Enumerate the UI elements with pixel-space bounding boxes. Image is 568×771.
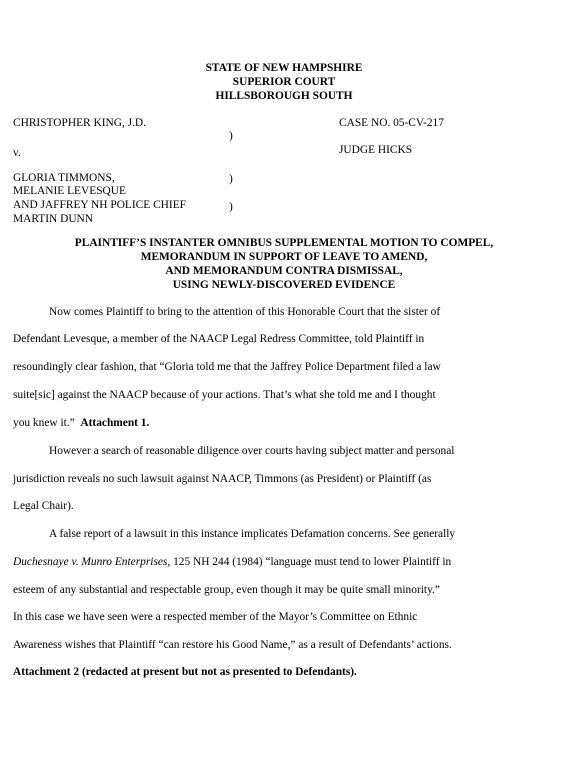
defendant-jaffrey-police: AND JAFFREY NH POLICE CHIEF	[13, 199, 186, 211]
body-line: In this case we have seen were a respected member of the Mayor’s Committee on Ethnic	[13, 611, 418, 623]
body-line: Legal Chair).	[13, 500, 74, 512]
defendant-timmons: GLORIA TIMMONS,	[13, 172, 115, 184]
body-line-with-attachment	[13, 417, 149, 429]
body-line: suite[sic] against the NAACP because of your actions. That’s what she told me and I thought	[13, 389, 436, 401]
judge-name: JUDGE HICKS	[339, 144, 413, 156]
body-line: esteem of any substantial and respectable group, even though it may be quite small minority.”	[13, 584, 440, 596]
caption-paren: )	[229, 173, 233, 185]
motion-title-line: AND MEMORANDUM CONTRA DISMISSAL,	[165, 265, 403, 277]
motion-title-line: MEMORANDUM IN SUPPORT OF LEAVE TO AMEND,	[140, 251, 428, 263]
court-header	[0, 61, 568, 103]
motion-title-line: USING NEWLY-DISCOVERED EVIDENCE	[172, 279, 396, 291]
defendant-levesque: MELANIE LEVESQUE	[13, 185, 126, 197]
body-line: Now comes Plaintiff to bring to the attention of this Honorable Court that the sister of	[49, 306, 441, 318]
case-number: CASE NO. 05-CV-217	[339, 117, 444, 129]
body-line: Awareness wishes that Plaintiff “can restore his Good Name,” as a result of Defendants’ actions.	[13, 639, 452, 651]
court-name: SUPERIOR COURT	[232, 76, 336, 88]
motion-title-line: PLAINTIFF’S INSTANTER OMNIBUS SUPPLEMENTAL MOTION TO COMPEL,	[74, 237, 494, 249]
caption-paren: )	[229, 201, 233, 213]
attachment-1-reference: Attachment 1.	[80, 417, 150, 429]
body-line: resoundingly clear fashion, that “Gloria told me that the Jaffrey Police Department filed a law	[13, 361, 441, 373]
body-text: you knew it.”	[13, 417, 75, 429]
case-citation: Duchesnaye v. Munro Enterprises,	[13, 556, 171, 568]
body-line: jurisdiction reveals no such lawsuit against NAACP, Timmons (as President) or Plaintiff (as	[13, 473, 432, 485]
attachment-2-reference: Attachment 2 (redacted at present but not as presented to Defendants).	[13, 666, 357, 678]
body-text: 125 NH 244 (1984) “language must tend to lower Plaintiff in	[170, 556, 452, 568]
caption-paren: )	[229, 130, 233, 142]
defendant-dunn: MARTIN DUNN	[13, 213, 93, 225]
court-state: STATE OF NEW HAMPSHIRE	[205, 62, 363, 74]
body-line: Defendant Levesque, a member of the NAACP Legal Redress Committee, told Plaintiff in	[13, 333, 425, 345]
body-line-with-citation	[13, 556, 451, 568]
body-line: A false report of a lawsuit in this instance implicates Defamation concerns. See generally	[49, 528, 456, 540]
motion-title	[0, 236, 568, 292]
body-line: However a search of reasonable diligence over courts having subject matter and personal	[49, 445, 455, 457]
court-county: HILLSBOROUGH SOUTH	[215, 90, 353, 102]
versus-label: v.	[13, 147, 21, 159]
plaintiff-name: CHRISTOPHER KING, J.D.	[13, 117, 147, 129]
